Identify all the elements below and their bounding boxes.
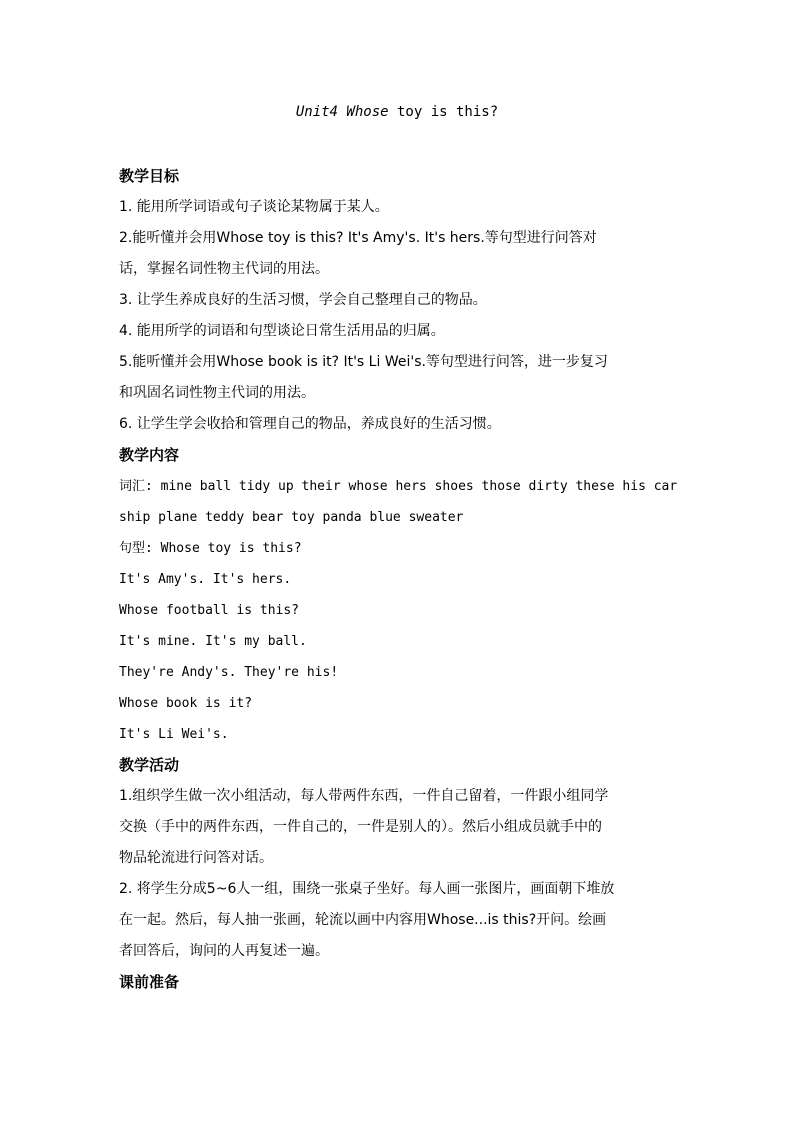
activity-2-line-2: 在一起。然后，每人抽一张画，轮流以画中内容用Whose...is this?开问。绘画 (119, 912, 607, 928)
goal-4: 4. 能用所学的词语和句型谈论日常生活用品的归属。 (119, 323, 445, 339)
content-heading: 教学内容 (119, 446, 180, 464)
activity-2-line-3: 者回答后，询问的人再复述一遍。 (119, 943, 329, 959)
activity-heading: 教学活动 (119, 756, 180, 774)
sentence-4: They're Andy's. They're his! (119, 665, 339, 680)
vocab-line-2: ship plane teddy bear toy panda blue sweater (119, 510, 464, 525)
document-title (0, 101, 794, 123)
goal-2-line-2: 话，掌握名词性物主代词的用法。 (119, 261, 329, 277)
title-question: toy is this? (388, 104, 499, 120)
title-unit: Unit4 Whose (295, 104, 389, 120)
goals-heading: 教学目标 (119, 167, 180, 185)
sentence-3: It's mine. It's my ball. (119, 634, 307, 649)
goal-5-line-2: 和巩固名词性物主代词的用法。 (119, 385, 315, 401)
goal-5-line-1: 5.能听懂并会用Whose book is it? It's Li Wei's.等句型进行问答，进一步复习 (119, 354, 608, 370)
activity-1-line-3: 物品轮流进行问答对话。 (119, 850, 273, 866)
sentence-2: Whose football is this? (119, 603, 300, 618)
sentence-1: It's Amy's. It's hers. (119, 572, 292, 587)
document-body (119, 161, 679, 998)
goal-3: 3. 让学生养成良好的生活习惯，学会自己整理自己的物品。 (119, 292, 487, 308)
goal-2-line-1: 2.能听懂并会用Whose toy is this? It's Amy's. It's hers.等句型进行问答对 (119, 230, 597, 246)
activity-1-line-1: 1.组织学生做一次小组活动，每人带两件东西，一件自己留着，一件跟小组同学 (119, 788, 609, 804)
activity-2-line-1: 2. 将学生分成5~6人一组，围绕一张桌子坐好。每人画一张图片，画面朝下堆放 (119, 881, 615, 897)
prep-heading: 课前准备 (119, 973, 180, 991)
goal-1: 1. 能用所学词语或句子谈论某物属于某人。 (119, 199, 389, 215)
sentence-pattern-label: 句型: Whose toy is this? (119, 541, 302, 556)
goal-6: 6. 让学生学会收拾和管理自己的物品，养成良好的生活习惯。 (119, 416, 501, 432)
sentence-5: Whose book is it? (119, 696, 253, 711)
sentence-6: It's Li Wei's. (119, 727, 229, 742)
vocab-line-1: 词汇: mine ball tidy up their whose hers shoes those dirty these his car (119, 479, 678, 494)
activity-1-line-2: 交换（手中的两件东西，一件自己的，一件是别人的）。然后小组成员就手中的 (119, 819, 602, 835)
